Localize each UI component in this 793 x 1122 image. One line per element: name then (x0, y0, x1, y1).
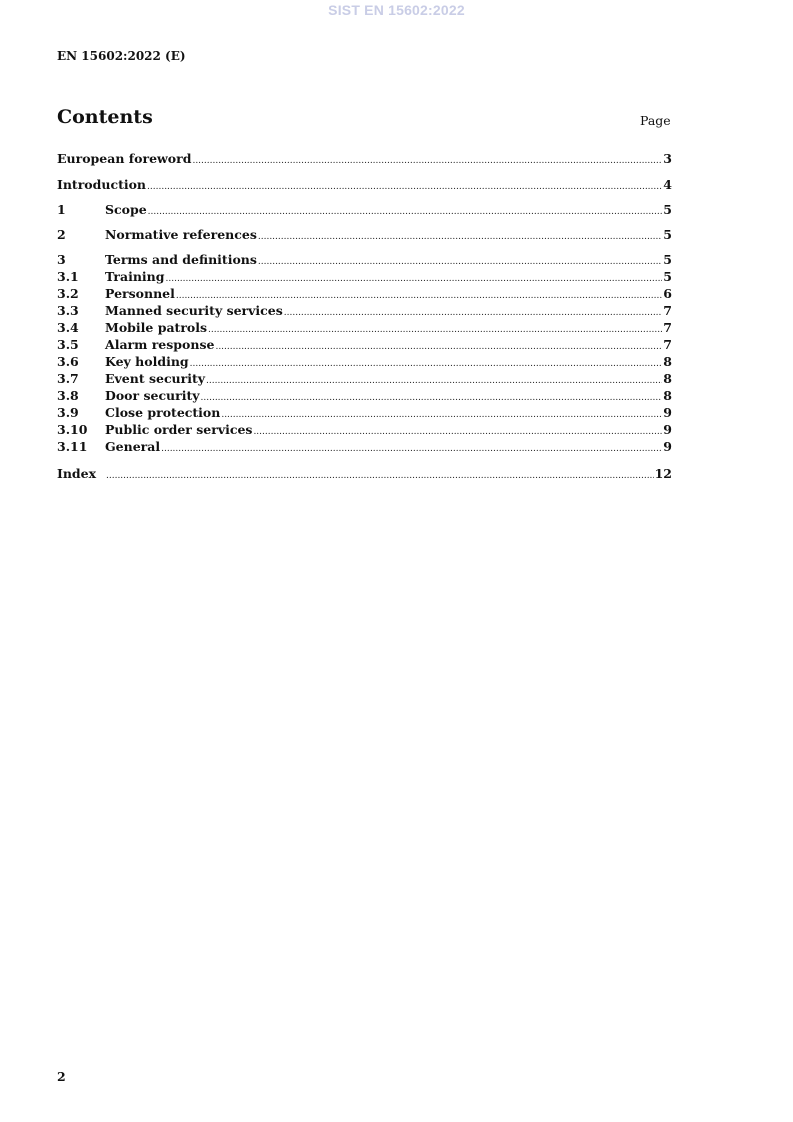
toc-entry-number: 2 (57, 227, 66, 242)
toc-entry-title: European foreword (57, 151, 192, 166)
toc-entry-number: 1 (57, 202, 66, 217)
toc-entry-number: 3.1 (57, 269, 79, 284)
toc-entry-number: 3.7 (57, 371, 79, 386)
toc-entry-number: 3.6 (57, 354, 79, 369)
toc-entry-title: Public order services (105, 422, 253, 437)
toc-entry-page: 9 (663, 405, 672, 420)
toc-entry-number: 3.4 (57, 320, 79, 335)
toc-entry-page: 7 (663, 337, 672, 352)
toc-leader-dots (190, 359, 663, 369)
document-id-header: EN 15602:2022 (E) (57, 49, 186, 63)
toc-leader-dots (161, 444, 662, 454)
toc-entry-number: 3.2 (57, 286, 79, 301)
toc-leader-dots (148, 207, 663, 217)
toc-entry-scope[interactable] (57, 202, 672, 219)
toc-entry-number: 3 (57, 252, 66, 267)
toc-entry-number: 3.10 (57, 422, 88, 437)
toc-entry-alarm-response[interactable] (57, 337, 672, 354)
toc-entry-index[interactable] (57, 466, 672, 483)
toc-entry-number: 3.8 (57, 388, 79, 403)
toc-leader-dots (206, 376, 662, 386)
toc-entry-title: Manned security services (105, 303, 283, 318)
toc-entry-introduction[interactable] (57, 177, 672, 194)
toc-entry-number: 3.9 (57, 405, 79, 420)
toc-entry-title: Mobile patrols (105, 320, 208, 335)
toc-entry-mobile-patrols[interactable] (57, 320, 672, 337)
toc-leader-dots (147, 182, 662, 192)
toc-entry-title: Alarm response (105, 337, 215, 352)
toc-leader-dots (258, 257, 662, 267)
toc-entry-title: Scope (105, 202, 147, 217)
toc-entry-normative-references[interactable] (57, 227, 672, 244)
toc-entry-training[interactable] (57, 269, 672, 286)
toc-entry-page: 5 (663, 202, 672, 217)
toc-entry-event-security[interactable] (57, 371, 672, 388)
toc-entry-page: 5 (663, 252, 672, 267)
toc-entry-manned-security-services[interactable] (57, 303, 672, 320)
toc-entry-personnel[interactable] (57, 286, 672, 303)
toc-entry-page: 3 (663, 151, 672, 166)
toc-leader-dots (192, 156, 662, 166)
toc-leader-dots (253, 427, 662, 437)
toc-leader-dots (284, 308, 663, 318)
toc-entry-page: 7 (663, 320, 672, 335)
toc-leader-dots (258, 232, 662, 242)
toc-entry-page: 4 (663, 177, 672, 192)
toc-entry-title: Close protection (105, 405, 221, 420)
toc-entry-page: 9 (663, 439, 672, 454)
toc-entry-title: Introduction (57, 177, 147, 192)
toc-entry-page: 8 (663, 371, 672, 386)
toc-entry-title: Training (105, 269, 165, 284)
toc-entry-public-order-services[interactable] (57, 422, 672, 439)
toc-entry-page: 8 (663, 354, 672, 369)
toc-entry-title: Personnel (105, 286, 175, 301)
toc-entry-terms-and-definitions[interactable] (57, 252, 672, 269)
toc-entry-page: 5 (663, 269, 672, 284)
toc-entry-general[interactable] (57, 439, 672, 456)
toc-entry-number: 3.3 (57, 303, 79, 318)
toc-entry-page: 8 (663, 388, 672, 403)
toc-leader-dots (166, 274, 663, 284)
toc-entry-title: Key holding (105, 354, 189, 369)
toc-entry-page: 9 (663, 422, 672, 437)
toc-entry-page: 6 (663, 286, 672, 301)
toc-entry-page: 5 (663, 227, 672, 242)
toc-leader-dots (215, 342, 662, 352)
toc-entry-key-holding[interactable] (57, 354, 672, 371)
page-column-label: Page (640, 113, 671, 128)
toc-leader-dots (106, 471, 654, 481)
toc-leader-dots (176, 291, 662, 301)
toc-entry-title: Door security (105, 388, 200, 403)
toc-entry-title: General (105, 439, 161, 454)
contents-heading: Contents (57, 106, 153, 128)
page-number: 2 (57, 1069, 66, 1084)
toc-entry-number: 3.5 (57, 337, 79, 352)
toc-entry-page: 7 (663, 303, 672, 318)
toc-entry-title: Normative references (105, 227, 257, 242)
toc-entry-door-security[interactable] (57, 388, 672, 405)
toc-entry-european-foreword[interactable] (57, 151, 672, 168)
toc-entry-title: Terms and definitions (105, 252, 257, 267)
toc-leader-dots (221, 410, 662, 420)
toc-entry-page: 12 (654, 466, 672, 481)
toc-entry-close-protection[interactable] (57, 405, 672, 422)
watermark: SIST EN 15602:2022 (328, 2, 465, 18)
toc-entry-number: 3.11 (57, 439, 88, 454)
toc-leader-dots (201, 393, 663, 403)
toc-leader-dots (208, 325, 662, 335)
toc-entry-title: Index (57, 466, 97, 481)
toc-entry-title: Event security (105, 371, 206, 386)
